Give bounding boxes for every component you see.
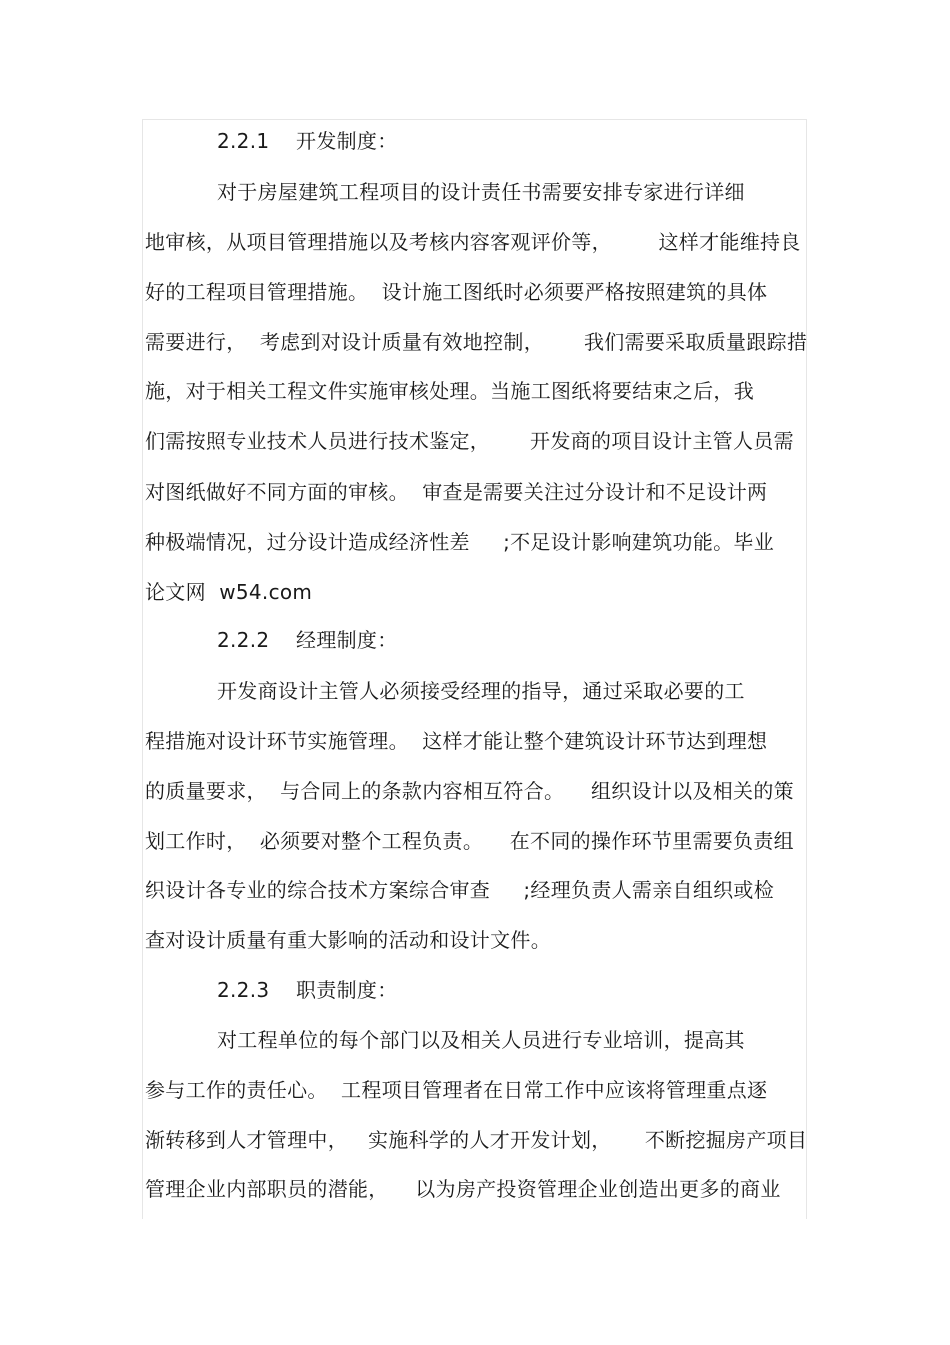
section-heading-2-2-3: 2.2.3 职责制度： [217, 978, 398, 1002]
paragraph-line: 施，对于相关工程文件实施审核处理。当施工图纸将要结束之后，我 [145, 379, 754, 403]
paragraph-line: 对图纸做好不同方面的审核。 审查是需要关注过分设计和不足设计两 [145, 480, 768, 504]
paragraph-line: 划工作时， 必须要对整个工程负责。 在不同的操作环节里需要负责组 [145, 829, 794, 853]
paragraph-line: 渐转移到人才管理中， 实施科学的人才开发计划， 不断挖掘房产项目 [145, 1128, 808, 1152]
paragraph-line: 参与工作的责任心。 工程项目管理者在日常工作中应该将管理重点逐 [145, 1078, 768, 1102]
paragraph-line: 地审核，从项目管理措施以及考核内容客观评价等， 这样才能维持良 [145, 230, 801, 254]
paragraph-line: 开发商设计主管人必须接受经理的指导，通过采取必要的工 [217, 679, 745, 703]
section-heading-2-2-1: 2.2.1 开发制度： [217, 129, 398, 153]
paragraph-line: 种极端情况，过分设计造成经济性差 ;不足设计影响建筑功能。毕业 [145, 530, 775, 554]
paragraph-line: 查对设计质量有重大影响的活动和设计文件。 [145, 928, 551, 952]
paragraph-line: 需要进行， 考虑到对设计质量有效地控制， 我们需要采取质量跟踪措 [145, 330, 808, 354]
paragraph-line: 织设计各专业的综合技术方案综合审查 ;经理负责人需亲自组织或检 [145, 878, 775, 902]
section-heading-2-2-2: 2.2.2 经理制度： [217, 628, 398, 652]
paragraph-line: 对工程单位的每个部门以及相关人员进行专业培训，提高其 [217, 1028, 745, 1052]
paragraph-line: 的质量要求， 与合同上的条款内容相互符合。 组织设计以及相关的策 [145, 779, 794, 803]
paragraph-line: 好的工程项目管理措施。 设计施工图纸时必须要严格按照建筑的具体 [145, 280, 768, 304]
paragraph-line: 管理企业内部职员的潜能， 以为房产投资管理企业创造出更多的商业 [145, 1177, 781, 1201]
paragraph-line: 们需按照专业技术人员进行技术鉴定， 开发商的项目设计主管人员需 [145, 429, 794, 453]
paragraph-line: 论文网 w54.com [145, 580, 313, 604]
paragraph-line: 程措施对设计环节实施管理。 这样才能让整个建筑设计环节达到理想 [145, 729, 768, 753]
paragraph-line: 对于房屋建筑工程项目的设计责任书需要安排专家进行详细 [217, 180, 745, 204]
